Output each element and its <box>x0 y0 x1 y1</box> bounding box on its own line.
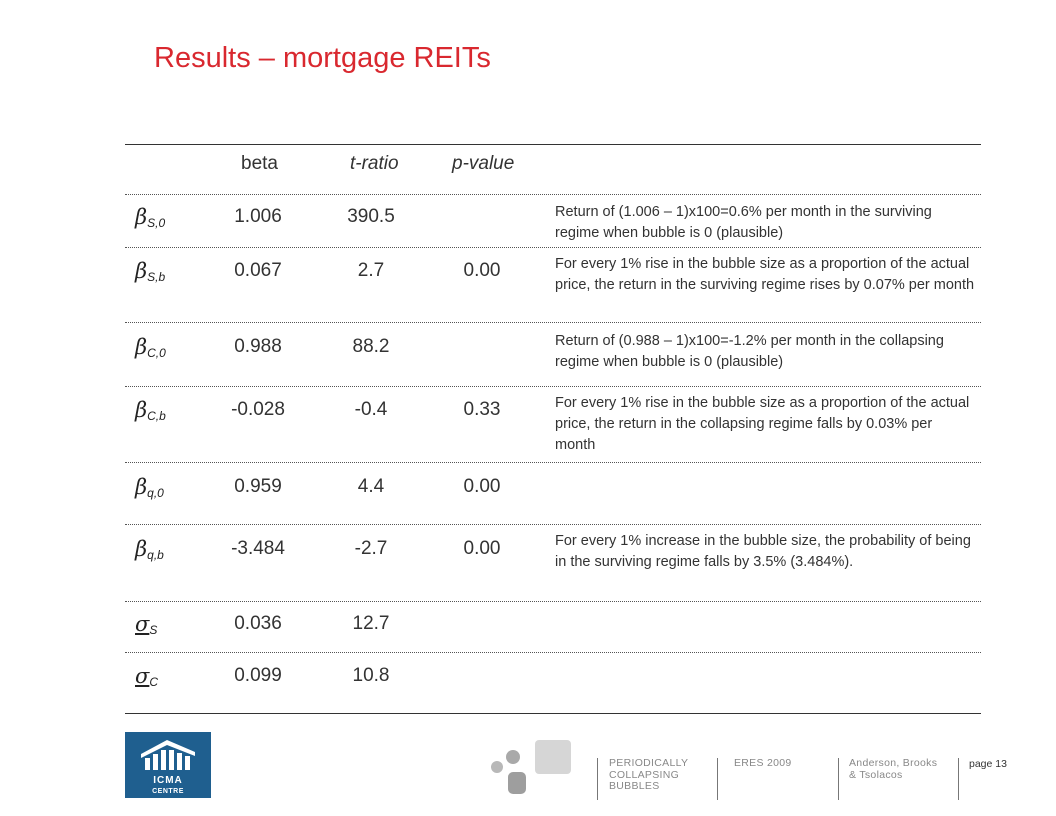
page-number: page 13 <box>969 758 1007 770</box>
beta-cell: 0.959 <box>234 476 282 497</box>
param-cell: $\beta_{C,b}$ <box>135 398 166 423</box>
row-divider <box>125 194 981 195</box>
param-cell: $\beta_{q,0}$ <box>135 475 164 500</box>
footer-authors: Anderson, Brooks & Tsolacos <box>849 757 938 781</box>
t-ratio-cell: 12.7 <box>352 613 390 634</box>
svg-text:ICMA: ICMA <box>153 775 183 786</box>
row-divider <box>125 322 981 323</box>
slide-footer <box>0 728 1056 816</box>
header-p-value: p-value <box>452 153 515 174</box>
t-ratio-cell: 4.4 <box>357 476 385 497</box>
t-ratio-cell: 2.7 <box>357 260 385 281</box>
p-value-cell: 0.00 <box>463 476 501 497</box>
beta-cell: 0.036 <box>234 613 282 634</box>
interpretation-note: For every 1% rise in the bubble size as a proportion of the actual price, the return in the collapsing regime falls by 0.03% per month <box>555 395 970 453</box>
t-ratio-cell: -0.4 <box>354 399 388 420</box>
footer-separator <box>597 758 598 800</box>
param-cell: $\sigma_C$ <box>135 664 159 689</box>
table-top-rule <box>125 144 981 145</box>
row-divider <box>125 247 981 248</box>
t-ratio-cell: 88.2 <box>352 336 390 357</box>
building-icon <box>125 732 211 798</box>
param-cell: $\beta_{S,b}$ <box>135 259 166 284</box>
slide-title: Results – mortgage REITs <box>154 42 491 74</box>
param-cell: $\beta_{q,b}$ <box>135 537 164 562</box>
p-value-cell: 0.33 <box>463 399 501 420</box>
beta-cell: 0.988 <box>234 336 282 357</box>
interpretation-note: For every 1% rise in the bubble size as a proportion of the actual price, the return in the surviving regime rises by 0.07% per month <box>555 256 975 293</box>
footer-separator <box>717 758 718 800</box>
svg-text:CENTRE: CENTRE <box>152 788 184 795</box>
row-divider <box>125 386 981 387</box>
t-ratio-cell: 10.8 <box>352 665 390 686</box>
icma-centre-logo <box>125 732 211 798</box>
p-value-cell: 0.00 <box>463 260 501 281</box>
interpretation-note: Return of (1.006 – 1)x100=0.6% per month in the surviving regime when bubble is 0 (plausible) <box>555 204 932 241</box>
param-cell: $\beta_{S,0}$ <box>135 205 166 230</box>
row-divider <box>125 524 981 525</box>
interpretation-note: Return of (0.988 – 1)x100=-1.2% per month in the collapsing regime when bubble is 0 (plausible) <box>555 333 944 370</box>
footer-conference: ERES 2009 <box>734 757 792 769</box>
footer-separator <box>958 758 959 800</box>
beta-cell: 1.006 <box>234 206 282 227</box>
footer-separator <box>838 758 839 800</box>
table-bottom-rule <box>125 713 981 714</box>
beta-cell: -0.028 <box>231 399 285 420</box>
row-divider <box>125 601 981 602</box>
row-divider <box>125 462 981 463</box>
interpretation-note: For every 1% increase in the bubble size, the probability of being in the surviving regime falls by 3.5% (3.484%). <box>555 533 971 570</box>
beta-cell: 0.067 <box>234 260 282 281</box>
param-cell: $\beta_{C,0}$ <box>135 335 166 360</box>
header-t-ratio: t-ratio <box>350 153 399 174</box>
param-cell: $\sigma_S$ <box>135 612 158 637</box>
footer-presentation-title: PERIODICALLY COLLAPSING BUBBLES <box>609 757 689 792</box>
decorative-squares-graphic <box>488 736 574 802</box>
beta-cell: 0.099 <box>234 665 282 686</box>
beta-cell: -3.484 <box>231 538 285 559</box>
row-divider <box>125 652 981 653</box>
t-ratio-cell: -2.7 <box>354 538 388 559</box>
p-value-cell: 0.00 <box>463 538 501 559</box>
t-ratio-cell: 390.5 <box>347 206 395 227</box>
header-beta: beta <box>241 153 278 174</box>
